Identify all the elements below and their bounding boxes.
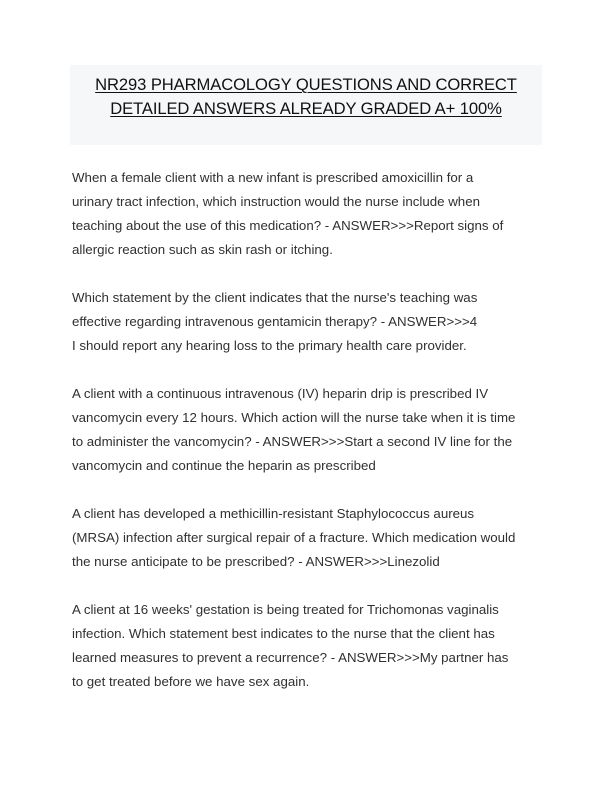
qa-item-2 [72, 286, 552, 358]
qa-item-3-line-4: vancomycin and continue the heparin as prescribed [72, 458, 376, 473]
qa-item-4 [72, 502, 552, 574]
qa-item-1-line-1: When a female client with a new infant is prescribed amoxicillin for a [72, 170, 474, 185]
qa-item-5 [72, 598, 552, 694]
qa-item-1-line-4: allergic reaction such as skin rash or itching. [72, 242, 333, 257]
qa-item-1-line-3: teaching about the use of this medication? - ANSWER>>>Report signs of [72, 218, 504, 233]
qa-item-1-line-2: urinary tract infection, which instruction would the nurse include when [72, 194, 480, 209]
qa-item-2-line-2: effective regarding intravenous gentamicin therapy? - ANSWER>>>4 [72, 314, 478, 329]
qa-item-5-line-4: to get treated before we have sex again. [72, 674, 310, 689]
qa-item-4-line-1: A client has developed a methicillin-resistant Staphylococcus aureus [72, 506, 475, 521]
document-title-line-1: NR293 PHARMACOLOGY QUESTIONS AND CORRECT [95, 75, 517, 94]
qa-item-2-line-3: I should report any hearing loss to the primary health care provider. [72, 338, 467, 353]
document-title-box [70, 65, 542, 145]
qa-item-1 [72, 166, 552, 262]
qa-item-3-line-1: A client with a continuous intravenous (IV) heparin drip is prescribed IV [72, 386, 489, 401]
qa-item-2-line-1: Which statement by the client indicates that the nurse's teaching was [72, 290, 478, 305]
document-title-line-2: DETAILED ANSWERS ALREADY GRADED A+ 100% [110, 99, 502, 118]
qa-item-5-line-3: learned measures to prevent a recurrence? - ANSWER>>>My partner has [72, 650, 509, 665]
qa-item-4-line-3: the nurse anticipate to be prescribed? - ANSWER>>>Linezolid [72, 554, 440, 569]
qa-item-3-line-3: to administer the vancomycin? - ANSWER>>>Start a second IV line for the [72, 434, 513, 449]
qa-item-3-line-2: vancomycin every 12 hours. Which action will the nurse take when it is time [72, 410, 516, 425]
qa-item-5-line-1: A client at 16 weeks' gestation is being treated for Trichomonas vaginalis [72, 602, 499, 617]
qa-item-3 [72, 382, 552, 478]
qa-item-5-line-2: infection. Which statement best indicates to the nurse that the client has [72, 626, 495, 641]
qa-item-4-line-2: (MRSA) infection after surgical repair of a fracture. Which medication would [72, 530, 516, 545]
